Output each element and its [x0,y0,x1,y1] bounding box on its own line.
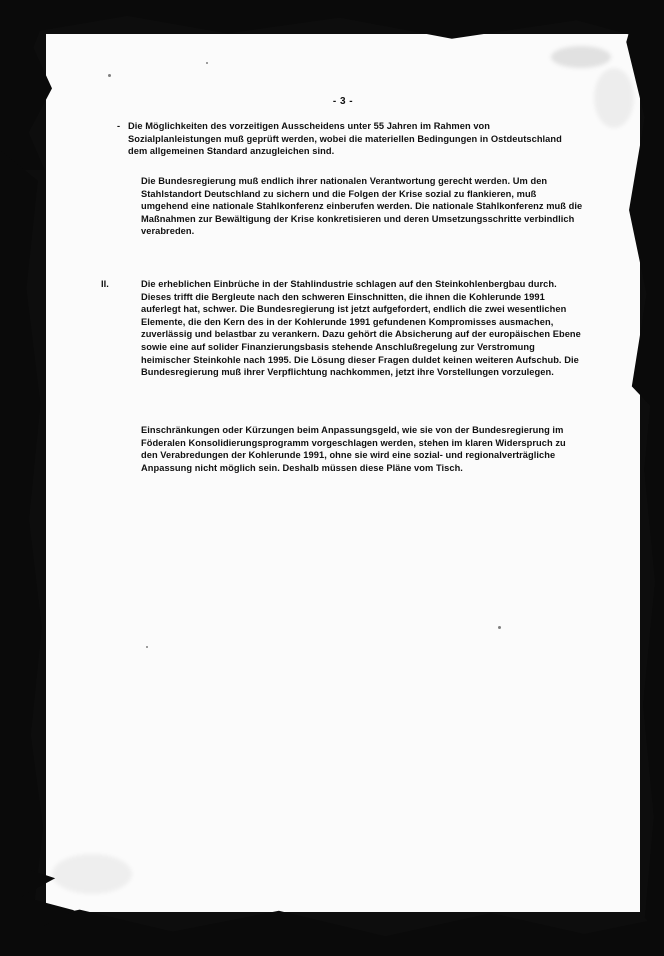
document-body [46,34,640,912]
page-number: - 3 - [332,96,354,107]
paragraph-steinkohlenbergbau: Die erheblichen Einbrüche in der Stahlindustrie schlagen auf den Steinkohlenbergbau durch. Dieses trifft die Bergleute nach den schweren Einschnitten, die ihnen die Kohlerunde 1991 auferlegt hat, schwer. Die Bundesregierung ist jetzt aufgefordert, endlich die zwei wesentlichen Elemente, die den Kern des in der Kohlerunde 1991 gefundenen Kompromisses ausmachen, zuverlässig und belastbar zu verankern. Dazu gehört die Absicherung auf der europäischen Ebene sowie eine auf solider Finanzierungsbasis stehende Anschlußregelung zur Verstromung heimischer Steinkohle nach 1995. Die Lösung dieser Fragen duldet keinen weiteren Aufschub. Die Bundesregierung muß ihrer Verpflichtung nachkommen, jetzt ihre Vorstellungen vorzulegen. [141,279,581,378]
scan-border-left-lower [0,150,44,920]
paragraph-bundesregierung-stahlkonferenz: Die Bundesregierung muß endlich ihrer nationalen Verantwortung gerecht werden. Um den Stahlstandort Deutschland zu sichern und die Folgen der Krise sozial zu flankieren, muß umgehend eine nationale Stahlkonferenz einberufen werden. Die nationale Stahlkonferenz muß die Maßnahmen zur Bewältigung der Krise konkretisieren und deren Umsetzungsschritte verbindlich verabreden. [141,176,583,237]
bullet-item-sozialplan [117,120,583,158]
paragraph-anpassungsgeld: Einschränkungen oder Kürzungen beim Anpassungsgeld, wie sie von der Bundesregierung im Föderalen Konsolidierungsprogramm vorgeschlagen werden, stehen im klaren Widerspruch zu den Verabredungen der Kohlerunde 1991, ohne sie wird eine sozial- und regionalverträgliche Anpassung nicht möglich sein. Deshalb müssen diese Pläne vom Tisch. [141,425,566,473]
section-numeral: II. [101,279,109,289]
bullet-text: Die Möglichkeiten des vorzeitigen Ausscheidens unter 55 Jahren im Rahmen von Sozialplanleistungen muß geprüft werden, wobei die materiellen Bedingungen in Ostdeutschland dem allgemeinen Standard anzugleichen sind. [128,121,562,157]
bullet-dash: - [117,121,121,131]
